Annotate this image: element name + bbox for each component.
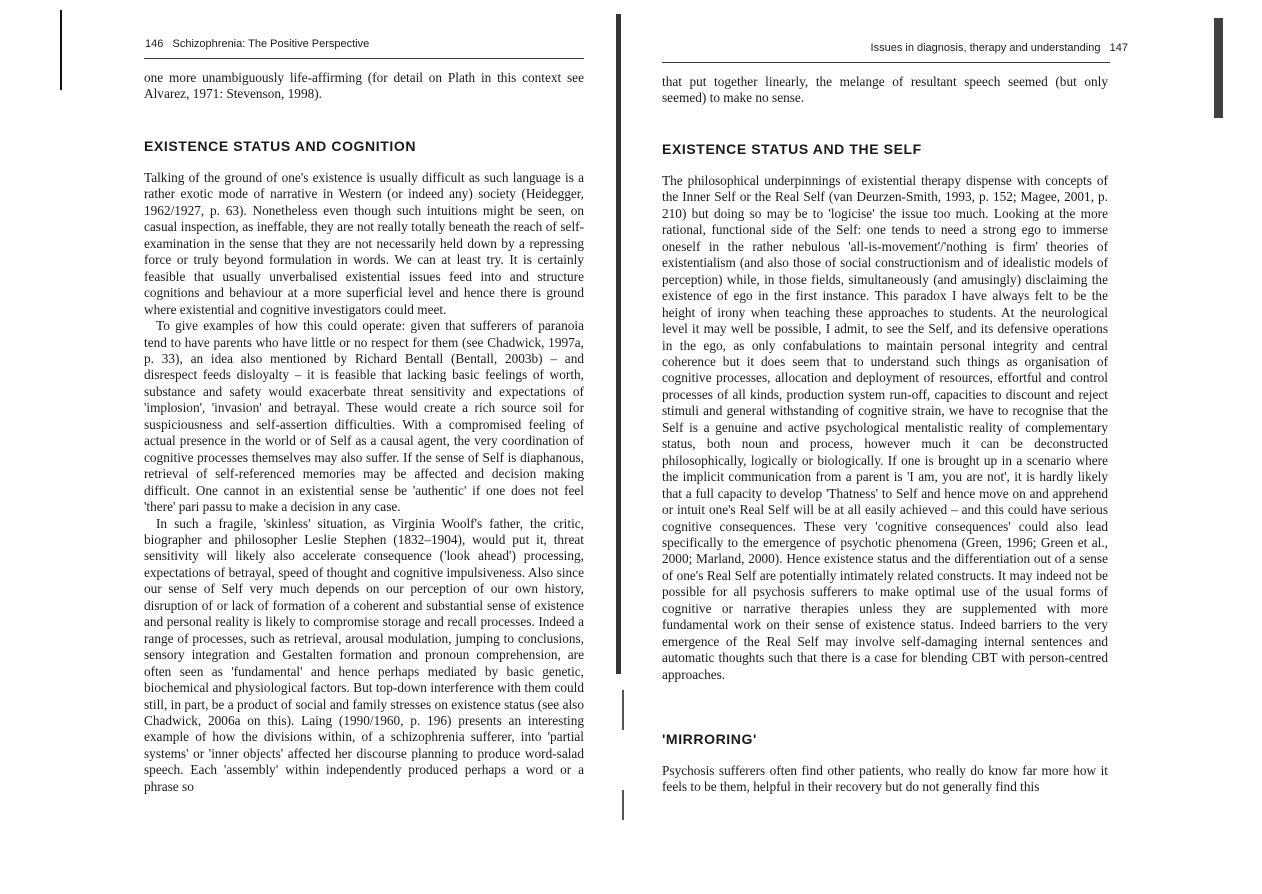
section-heading: EXISTENCE STATUS AND COGNITION (144, 138, 417, 154)
running-title: Issues in diagnosis, therapy and understanding (870, 42, 1101, 54)
section-heading: EXISTENCE STATUS AND THE SELF (662, 141, 922, 157)
body-text-2 (662, 763, 1108, 796)
page-number: 147 (1109, 42, 1128, 54)
section-heading-mirroring: 'MIRRORING' (662, 731, 757, 747)
paragraph: Psychosis sufferers often find other patients, who really do know far more how it feels to be them, helpful in their recovery but do not generally find this (662, 763, 1108, 795)
body-text (144, 170, 584, 795)
right-running-head (871, 42, 1128, 54)
continuation-paragraph: that put together linearly, the melange of resultant speech seemed (but only seemed) to make no sense. (662, 74, 1108, 106)
page-number: 146 (145, 38, 164, 50)
paragraph: Talking of the ground of one's existence is usually difficult as such language is a rather exotic mode of narrative in Western (or indeed any) society (Heidegger, 1962/1927, p. 63). Nonetheless even though such intuitions might be seen, on casual inspection, as ineffable, they are not really totally beneath the reach of self-examination in the sense that they are not necessarily held down by a repressing force or truly beyond formulation in words. We can at least try. It is certainly feasible that usually unverbalised existential issues feed into and structure cognitions and behaviour at a more superficial level and hence there is ground where existential and cognitive investigators could meet. (144, 170, 584, 317)
paragraph: The philosophical underpinnings of existential therapy dispense with concepts of the Inner Self or the Real Self (van Deurzen-Smith, 1993, p. 152; Magee, 2001, p. 210) but doing so may be to 'logicise' the issue too much. Looking at the more rational, functional side of the Self: one tends to need a strong ego to immerse oneself in the rather nebulous 'all-is-movement'/'nothing is firm' theories of existentialism (and also those of social constructionism and of idealistic models of perception) while, in those fields, simultaneously (and amusingly) disclaiming the existence of ego in the first instance. This paradox I have always felt to be the height of irony when teaching these approaches to students. At the neurological level it may well be possible, I admit, to see the Self, and its defensive operations in the ego, as only confabulations to maintain personal integrity and central coherence but it does seem that to understand such things as organisation of cognitive processes, allocation and deployment of resources, effortful and control processes of all kinds, production system run-off, capacities to discount and reject stimuli and general withstanding of cognitive strain, we have to recognise that the Self is a genuine and active psychological mentalistic reality of complementary status, both noun and process, however much it can be deconstructed philosophically, logically or biologically. If one is brought up in a scenario where the implicit communication from a parent is 'I am, you are not', it is hardly likely that a full capacity to develop 'Thatness' to Self and hence move on and apprehend or intuit one's Real Self will be at all easily achieved – and this could have serious cognitive consequences. These very 'cognitive consequences' could also lead specifically to the emergence of psychotic phenomena (Green, 1996; Green et al., 2000; Marland, 2000). Hence existence status and the differentiation out of a sense of one's Real Self are potentially intimately related constructs. It may indeed not be possible for all psychosis sufferers to make optimal use of the usual forms of cognitive or narrative therapies unless they are supplemented with more fundamental work on their sense of existence status. Indeed barriers to the very emergence of the Real Self may involve self-damaging internal sentences and automatic thoughts such that there is a case for blending CBT with person-centred approaches. (662, 173, 1108, 682)
header-rule (144, 58, 584, 59)
header-rule (662, 62, 1110, 63)
right-page (622, 0, 1262, 894)
running-title: Schizophrenia: The Positive Perspective (172, 38, 370, 50)
left-page (0, 0, 622, 894)
body-text (662, 173, 1108, 683)
paragraph: In such a fragile, 'skinless' situation, as Virginia Woolf's father, the critic, biographer and philosopher Leslie Stephen (1832–1904), would put it, threat sensitivity will likely also accelerate consequence ('look ahead') processing, expectations of betrayal, speed of thought and cognitive impulsiveness. Also since our sense of Self very much depends on our perception of our own history, disruption of or lack of formation of a coherent and substantial sense of existence and personal reality is likely to compromise storage and recall processes. Indeed a range of processes, such as retrieval, arousal modulation, jumping to conclusions, sensory integration and Gestalten formation and pronoun comprehension, are often seen as 'fundamental' and hence perhaps mediated by basic genetic, biochemical and physiological factors. But top-down interference with them could still, in part, be a product of social and family stresses on existence status (see also Chadwick, 2006a on this). Laing (1990/1960, p. 196) presents an interesting example of how the divisions within, of a schizophrenia sufferer, into 'partial systems' or 'inner objects' affected her discourse planning to produce word-salad speech. Each 'assembly' within independently produced perhaps a word or a phrase so (144, 515, 584, 794)
paragraph: To give examples of how this could operate: given that sufferers of paranoia tend to have parents who have little or no respect for them (see Chadwick, 1997a, p. 33), an idea also mentioned by Richard Bentall (Bentall, 2003b) – and disrespect feeds disloyalty – it is feasible that lacking basic feelings of worth, substance and safety would exacerbate threat sensitivity and expectations of 'implosion', 'invasion' and betrayal. These would create a rich source soil for suspiciousness and self-assertion difficulties. With a compromised feeling of actual presence in the world or of Self as a causal agent, the very coordination of cognitive processes themselves may also suffer. If the sense of Self is diaphanous, retrieval of self-referenced memories may be affected and decision making difficult. One cannot in an existential sense be 'authentic' if one does not feel 'there' pari passu to make a decision in any case. (144, 318, 584, 515)
continuation-paragraph: one more unambiguously life-affirming (for detail on Plath in this context see Alvarez, 1971: Stevenson, 1998). (144, 70, 584, 102)
left-running-head (145, 38, 369, 50)
